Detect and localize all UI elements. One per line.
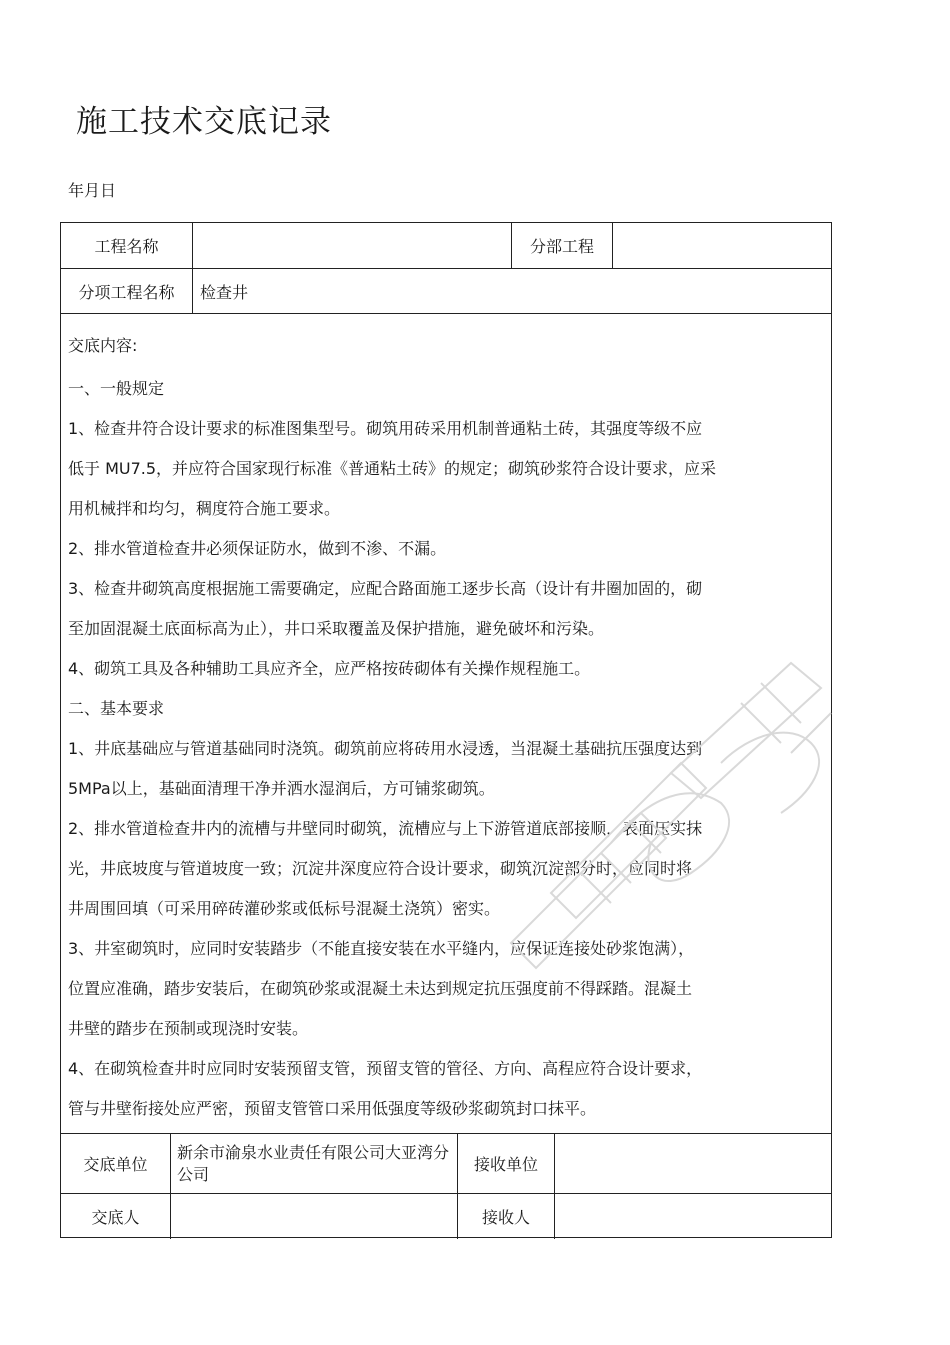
issuer-unit-label: 交底单位 (83, 1155, 148, 1174)
content-line: 1、井底基础应与管道基础同时浇筑。砌筑前应将砖用水浸透，当混凝土基础抗压强度达到 (68, 739, 703, 758)
column-divider (554, 1133, 555, 1239)
content-line: 管与井壁衔接处应严密，预留支管管口采用低强度等级砂浆砌筑封口抹平。 (68, 1099, 597, 1118)
division-label: 分部工程 (529, 237, 594, 256)
content-line: 光，井底坡度与管道坡度一致；沉淀井深度应符合设计要求，砌筑沉淀部分时，应同时将 (68, 859, 693, 878)
content-line: 二、基本要求 (68, 699, 165, 718)
column-divider (170, 1133, 171, 1239)
column-divider (612, 223, 613, 268)
issuer-person-label: 交底人 (91, 1207, 140, 1227)
receiver-person-label: 接收人 (481, 1207, 530, 1227)
receiver-unit-field[interactable] (561, 1134, 827, 1193)
sub-item-name-label: 分项工程名称 (78, 282, 175, 302)
content-line: 一、一般规定 (68, 379, 165, 398)
content-line: 4、砌筑工具及各种辅助工具应齐全，应严格按砖砌体有关操作规程施工。 (68, 659, 591, 678)
issuer-person-field[interactable] (177, 1194, 451, 1238)
page-title: 施工技术交底记录 (76, 104, 332, 140)
content-line: 井壁的踏步在预制或现浇时安装。 (68, 1019, 309, 1038)
content-intro: 交底内容: (68, 336, 138, 355)
project-name-label: 工程名称 (94, 237, 159, 256)
sub-item-name-field[interactable]: 检查井 (200, 282, 249, 302)
row-divider (61, 313, 831, 314)
content-line: 位置应准确，踏步安装后，在砌筑砂浆或混凝土未达到规定抗压强度前不得踩踏。混凝土 (68, 979, 693, 998)
content-line: 至加固混凝土底面标高为止），井口采取覆盖及保护措施，避免破坏和污染。 (68, 619, 605, 638)
column-divider (192, 268, 193, 313)
date-label: 年月日 (68, 181, 117, 200)
content-line: 2、排水管道检查井内的流槽与井壁同时砌筑，流槽应与上下游管道底部接顺，表面压实抹 (68, 819, 703, 838)
receiver-unit-label: 接收单位 (473, 1155, 538, 1174)
content-line: 1、检查井符合设计要求的标准图集型号。砌筑用砖采用机制普通粘土砖，其强度等级不应 (68, 419, 703, 438)
content-line: 2、排水管道检查井必须保证防水，做到不渗、不漏。 (68, 539, 447, 558)
column-divider (192, 223, 193, 268)
disclosure-content (68, 323, 828, 1129)
project-name-field[interactable] (199, 223, 505, 268)
content-line: 井周围回填（可采用碎砖灌砂浆或低标号混凝土浇筑）密实。 (68, 899, 501, 918)
content-line: 4、在砌筑检查井时应同时安装预留支管，预留支管的管径、方向、高程应符合设计要求， (68, 1059, 703, 1078)
content-line: 用机械拌和均匀，稠度符合施工要求。 (68, 499, 341, 518)
division-field[interactable] (619, 223, 825, 268)
disclosure-form-table (60, 222, 832, 1238)
content-line: 低于 MU7.5，并应符合国家现行标准《普通粘土砖》的规定；砌筑砂浆符合设计要求，应采 (68, 459, 717, 478)
issuer-unit-field[interactable]: 新余市渝泉水业责任有限公司大亚湾分公司 (177, 1142, 450, 1184)
content-line: 3、井室砌筑时，应同时安装踏步（不能直接安装在水平缝内，应保证连接处砂浆饱满）， (68, 939, 695, 958)
receiver-person-field[interactable] (561, 1194, 827, 1238)
content-line: 5MPa以上，基础面清理干净并洒水湿润后，方可铺浆砌筑。 (68, 779, 495, 798)
content-line: 3、检查井砌筑高度根据施工需要确定，应配合路面施工逐步长高（设计有井圈加固的，砌 (68, 579, 703, 598)
